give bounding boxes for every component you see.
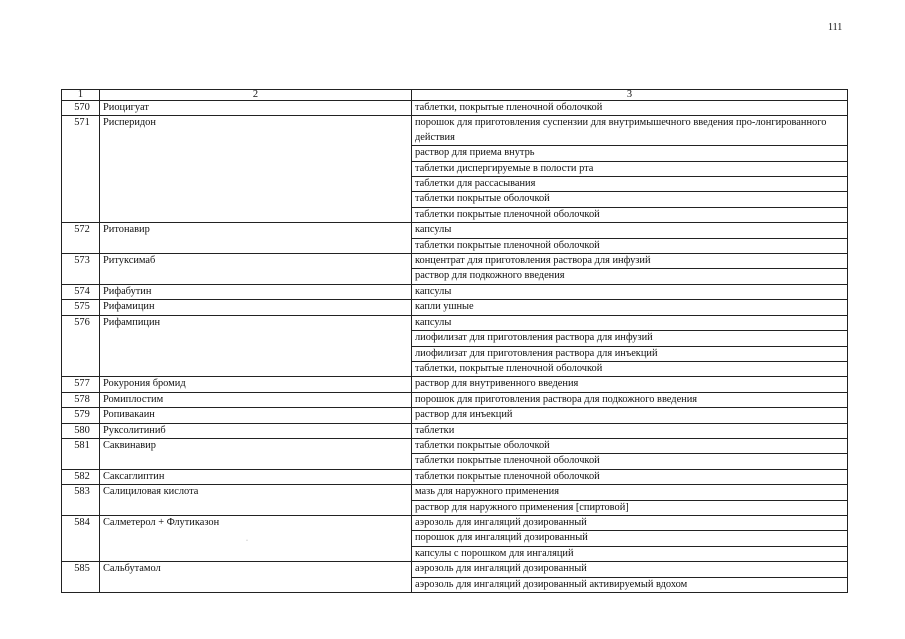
table-row xyxy=(62,485,848,500)
dosage-form: раствор для наружного применения [спиртовой] xyxy=(412,500,848,515)
drug-name: Салициловая кислота xyxy=(100,485,412,516)
row-number: 579 xyxy=(62,408,100,423)
drug-name: Ритонавир xyxy=(100,223,412,254)
medicines-table xyxy=(61,89,848,593)
dosage-form: таблетки, покрытые пленочной оболочкой xyxy=(412,361,848,376)
row-number: 583 xyxy=(62,485,100,516)
row-number: 572 xyxy=(62,223,100,254)
dosage-form: таблетки для рассасывания xyxy=(412,177,848,192)
table-row xyxy=(62,562,848,577)
table-row xyxy=(62,300,848,315)
dosage-form: таблетки покрытые пленочной оболочкой xyxy=(412,469,848,484)
dosage-form: порошок для приготовления раствора для подкожного введения xyxy=(412,392,848,407)
dosage-form: раствор для внутривенного введения xyxy=(412,377,848,392)
table-row xyxy=(62,408,848,423)
drug-name: Салметерол + Флутиказон xyxy=(100,515,412,561)
drug-name: Ропивакаин xyxy=(100,408,412,423)
dosage-form: таблетки xyxy=(412,423,848,438)
table-row xyxy=(62,515,848,530)
dosage-form: таблетки покрытые пленочной оболочкой xyxy=(412,454,848,469)
dosage-form: капли ушные xyxy=(412,300,848,315)
dosage-form: раствор для приема внутрь xyxy=(412,146,848,161)
dosage-form: таблетки, покрытые пленочной оболочкой xyxy=(412,101,848,116)
column-header-form: 3 xyxy=(412,90,848,101)
dosage-form: аэрозоль для ингаляций дозированный xyxy=(412,562,848,577)
column-header-name: 2 xyxy=(100,90,412,101)
table-header-row xyxy=(62,90,848,101)
row-number: 582 xyxy=(62,469,100,484)
row-number: 585 xyxy=(62,562,100,593)
table-row xyxy=(62,377,848,392)
table-row xyxy=(62,315,848,330)
dosage-form: раствор для инъекций xyxy=(412,408,848,423)
row-number: 571 xyxy=(62,116,100,223)
column-header-number: 1 xyxy=(62,90,100,101)
row-number: 575 xyxy=(62,300,100,315)
drug-name: Ритуксимаб xyxy=(100,254,412,285)
row-number: 581 xyxy=(62,438,100,469)
table-row xyxy=(62,284,848,299)
drug-name: Риоцигуат xyxy=(100,101,412,116)
table-row xyxy=(62,438,848,453)
dosage-form: порошок для приготовления суспензии для внутримышечного введения про-лонгированного действия xyxy=(412,116,848,146)
table-row xyxy=(62,392,848,407)
drug-name: Ромиплостим xyxy=(100,392,412,407)
drug-name: Руксолитиниб xyxy=(100,423,412,438)
scan-speck: · xyxy=(246,538,248,544)
dosage-form: раствор для подкожного введения xyxy=(412,269,848,284)
dosage-form: мазь для наружного применения xyxy=(412,485,848,500)
drug-name: Рифамицин xyxy=(100,300,412,315)
row-number: 578 xyxy=(62,392,100,407)
drug-name: Рисперидон xyxy=(100,116,412,223)
dosage-form: капсулы xyxy=(412,223,848,238)
drug-name: Рифабутин xyxy=(100,284,412,299)
dosage-form: аэрозоль для ингаляций дозированный xyxy=(412,515,848,530)
dosage-form: капсулы xyxy=(412,284,848,299)
dosage-form: таблетки покрытые пленочной оболочкой xyxy=(412,238,848,253)
row-number: 584 xyxy=(62,515,100,561)
dosage-form: таблетки покрытые пленочной оболочкой xyxy=(412,207,848,222)
table-row xyxy=(62,101,848,116)
row-number: 574 xyxy=(62,284,100,299)
row-number: 570 xyxy=(62,101,100,116)
row-number: 580 xyxy=(62,423,100,438)
table-row xyxy=(62,223,848,238)
table-row xyxy=(62,116,848,146)
dosage-form: лиофилизат для приготовления раствора для инфузий xyxy=(412,331,848,346)
dosage-form: порошок для ингаляций дозированный xyxy=(412,531,848,546)
row-number: 576 xyxy=(62,315,100,377)
drug-name: Саквинавир xyxy=(100,438,412,469)
drug-name: Рифампицин xyxy=(100,315,412,377)
table-row xyxy=(62,423,848,438)
drug-name: Сальбутамол xyxy=(100,562,412,593)
dosage-form: таблетки покрытые оболочкой xyxy=(412,438,848,453)
row-number: 577 xyxy=(62,377,100,392)
table-row xyxy=(62,469,848,484)
table-row xyxy=(62,254,848,269)
drug-name: Рокурония бромид xyxy=(100,377,412,392)
row-number: 573 xyxy=(62,254,100,285)
dosage-form: таблетки покрытые оболочкой xyxy=(412,192,848,207)
table-body xyxy=(62,101,848,593)
dosage-form: капсулы xyxy=(412,315,848,330)
dosage-form: аэрозоль для ингаляций дозированный активируемый вдохом xyxy=(412,577,848,592)
drug-name: Саксаглиптин xyxy=(100,469,412,484)
page-number: 111 xyxy=(828,22,843,33)
dosage-form: таблетки диспергируемые в полости рта xyxy=(412,161,848,176)
dosage-form: капсулы с порошком для ингаляций xyxy=(412,546,848,561)
dosage-form: концентрат для приготовления раствора для инфузий xyxy=(412,254,848,269)
dosage-form: лиофилизат для приготовления раствора для инъекций xyxy=(412,346,848,361)
